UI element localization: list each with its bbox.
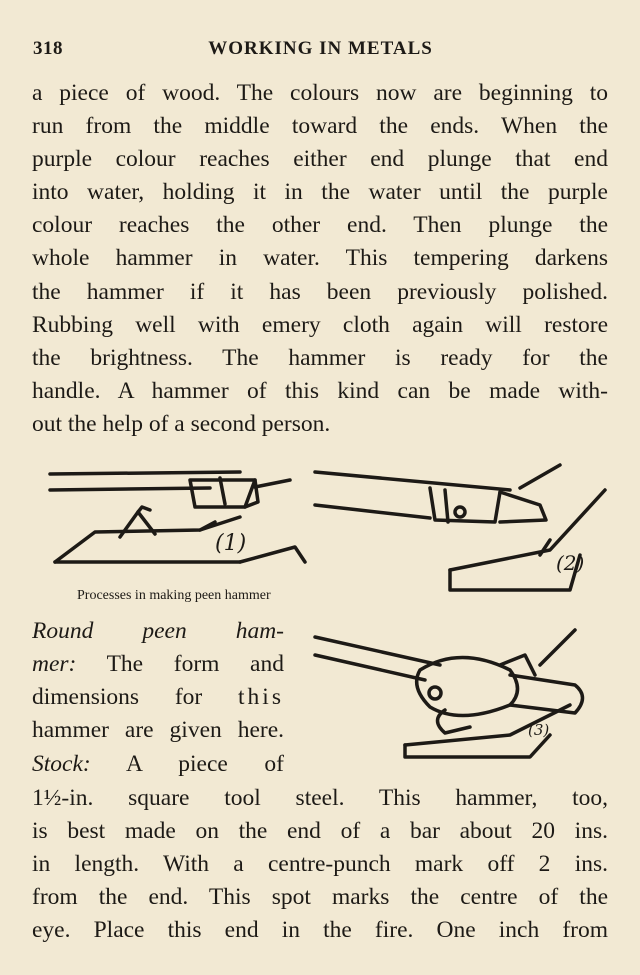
body-line: purple colour reaches either end plunge that end bbox=[32, 146, 608, 172]
side-text: A piece of bbox=[90, 751, 284, 777]
figure-label-1: (1) bbox=[215, 531, 247, 556]
body-line: the brightness. The hammer is ready for the bbox=[32, 345, 608, 371]
body-line: Rubbing well with emery cloth again will restore bbox=[32, 312, 608, 338]
page-number: 318 bbox=[33, 38, 63, 59]
term-label: Stock: bbox=[32, 751, 91, 777]
side-text-spaced: this bbox=[238, 684, 284, 710]
term-label: mer: bbox=[32, 651, 77, 677]
body-line: handle. A hammer of this kind can be made with- bbox=[32, 378, 608, 404]
side-line: hammer are given here. bbox=[32, 717, 284, 743]
side-line: Round peen ham- bbox=[32, 618, 284, 644]
side-text: dimensions for bbox=[32, 684, 239, 710]
figure-caption: Processes in making peen hammer bbox=[77, 588, 271, 603]
body-line: out the help of a second person. bbox=[32, 411, 331, 437]
figure-label-3: (3) bbox=[528, 721, 550, 739]
side-text: The form and bbox=[76, 651, 284, 677]
body-line: from the end. This spot marks the centre of the bbox=[32, 884, 608, 910]
figure-process-1 bbox=[40, 462, 310, 582]
side-line bbox=[32, 681, 284, 714]
figure-label-2: (2) bbox=[556, 551, 585, 575]
running-title: WORKING IN METALS bbox=[208, 38, 433, 59]
body-line: into water, holding it in the water until the purple bbox=[32, 179, 608, 205]
side-line bbox=[32, 648, 284, 681]
body-line: a piece of wood. The colours now are beginning to bbox=[32, 80, 608, 106]
page-header bbox=[33, 38, 608, 64]
body-line: in length. With a centre-punch mark off 2 ins. bbox=[32, 851, 608, 877]
figure-process-3 bbox=[310, 625, 610, 765]
body-line: the hammer if it has been previously polished. bbox=[32, 279, 608, 305]
body-line: whole hammer in water. This tempering darkens bbox=[32, 245, 608, 271]
body-line: colour reaches the other end. Then plunge the bbox=[32, 212, 608, 238]
body-line: run from the middle toward the ends. When the bbox=[32, 113, 608, 139]
side-line bbox=[32, 748, 284, 781]
figure-process-2 bbox=[310, 460, 610, 600]
body-line: is best made on the end of a bar about 20 ins. bbox=[32, 818, 608, 844]
body-line: 1½-in. square tool steel. This hammer, too, bbox=[32, 785, 608, 811]
body-line: eye. Place this end in the fire. One inch from bbox=[32, 917, 608, 943]
